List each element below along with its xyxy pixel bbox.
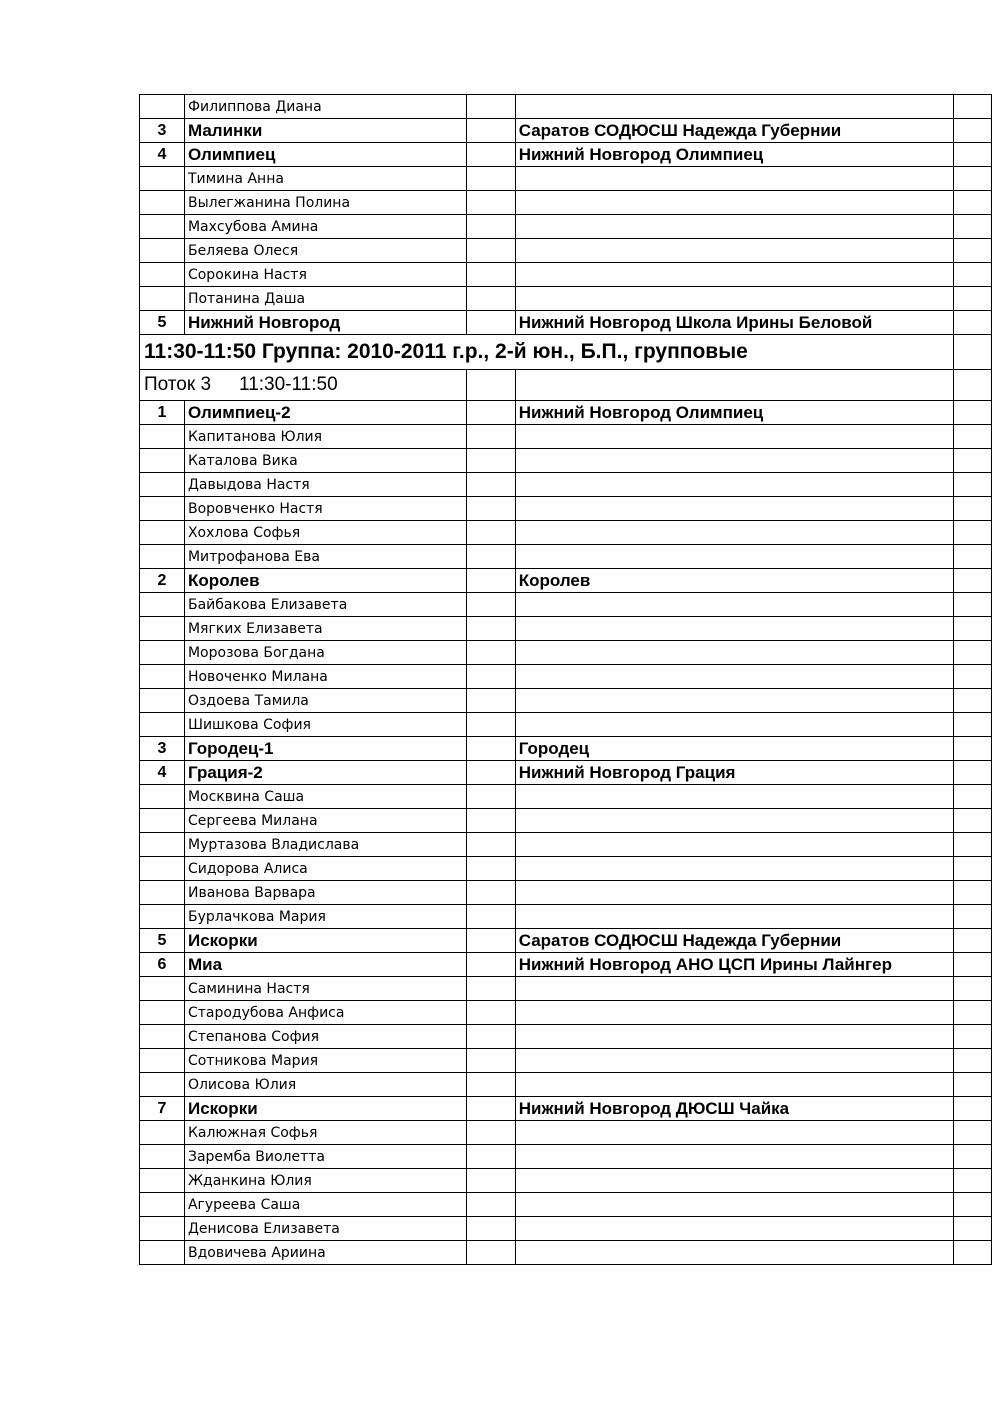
member-row [140,95,992,119]
cell-empty [954,370,992,401]
row-number: 5 [140,929,185,953]
member-row [140,449,992,473]
cell-empty [466,191,515,215]
cell-empty [466,497,515,521]
club-name [515,977,954,1001]
club-name [515,497,954,521]
flow-label: Поток 3 [144,374,212,395]
cell-empty [954,1217,992,1241]
row-number [140,881,185,905]
cell-empty [954,1025,992,1049]
cell-empty [954,977,992,1001]
cell-empty [954,287,992,311]
club-name [515,521,954,545]
cell-empty [954,1193,992,1217]
cell-empty [954,545,992,569]
athlete-name: Иванова Варвара [184,881,466,905]
cell-empty [954,641,992,665]
cell-empty [466,761,515,785]
cell-empty [466,809,515,833]
athlete-name: Махсубова Амина [184,215,466,239]
cell-empty [954,1049,992,1073]
member-row [140,215,992,239]
member-row [140,473,992,497]
cell-empty [954,737,992,761]
cell-empty [954,425,992,449]
club-name [515,1001,954,1025]
athlete-name: Хохлова Софья [184,521,466,545]
row-number: 7 [140,1097,185,1121]
cell-empty [954,473,992,497]
cell-empty [466,239,515,263]
cell-empty [954,809,992,833]
cell-empty [954,1169,992,1193]
group-section-header [140,335,992,401]
member-row [140,1049,992,1073]
cell-empty [954,953,992,977]
athlete-name: Капитанова Юлия [184,425,466,449]
team-row [140,737,992,761]
club-name [515,1145,954,1169]
athlete-name: Стародубова Анфиса [184,1001,466,1025]
cell-empty [466,521,515,545]
athlete-name: Байбакова Елизавета [184,593,466,617]
team-name: Нижний Новгород [184,311,466,335]
athlete-name: Вдовичева Ариина [184,1241,466,1265]
row-number: 3 [140,737,185,761]
row-number [140,1073,185,1097]
row-number: 5 [140,311,185,335]
member-row [140,1121,992,1145]
cell-empty [954,191,992,215]
team-name: Королев [184,569,466,593]
club-name [515,263,954,287]
cell-empty [954,521,992,545]
row-number: 2 [140,569,185,593]
cell-empty [466,167,515,191]
cell-empty [954,1145,992,1169]
member-row [140,1025,992,1049]
athlete-name: Калюжная Софья [184,1121,466,1145]
cell-empty [466,1049,515,1073]
athlete-name: Митрофанова Ева [184,545,466,569]
row-number [140,1025,185,1049]
row-number [140,425,185,449]
cell-empty [954,401,992,425]
club-name [515,905,954,929]
row-number [140,713,185,737]
team-name: Миа [184,953,466,977]
cell-empty [466,311,515,335]
team-row [140,311,992,335]
member-row [140,1145,992,1169]
club-name [515,809,954,833]
member-row [140,191,992,215]
athlete-name: Потанина Даша [184,287,466,311]
row-number [140,473,185,497]
athlete-name: Заремба Виолетта [184,1145,466,1169]
cell-empty [954,833,992,857]
club-name: Саратов СОДЮСШ Надежда Губернии [515,929,954,953]
cell-empty [466,785,515,809]
member-row [140,263,992,287]
row-number [140,521,185,545]
club-name [515,881,954,905]
athlete-name: Оздоева Тамила [184,689,466,713]
club-name [515,473,954,497]
flow-row [140,370,992,401]
athlete-name: Денисова Елизавета [184,1217,466,1241]
cell-empty [466,689,515,713]
club-name [515,425,954,449]
athlete-name: Каталова Вика [184,449,466,473]
row-number [140,1217,185,1241]
cell-empty [954,569,992,593]
cell-empty [954,1001,992,1025]
member-row [140,239,992,263]
cell-empty [466,1217,515,1241]
team-row [140,143,992,167]
member-row [140,881,992,905]
team-row [140,1097,992,1121]
group-header-row [140,335,992,370]
club-name [515,191,954,215]
member-row [140,857,992,881]
cell-empty [466,953,515,977]
cell-empty [466,119,515,143]
member-row [140,617,992,641]
cell-empty [466,1097,515,1121]
club-name [515,833,954,857]
cell-empty [466,857,515,881]
club-name [515,785,954,809]
team-name: Малинки [184,119,466,143]
athlete-name: Филиппова Диана [184,95,466,119]
cell-empty [954,593,992,617]
cell-empty [466,1145,515,1169]
cell-empty [466,263,515,287]
row-number: 6 [140,953,185,977]
cell-empty [954,761,992,785]
club-name [515,641,954,665]
cell-empty [466,545,515,569]
row-number [140,1169,185,1193]
cell-empty [954,857,992,881]
club-name: Нижний Новгород ДЮСШ Чайка [515,1097,954,1121]
athlete-name: Сидорова Алиса [184,857,466,881]
member-row [140,977,992,1001]
member-row [140,167,992,191]
group-title: 11:30-11:50 Группа: 2010-2011 г.р., 2-й юн., Б.П., групповые [140,335,954,370]
athlete-name: Саминина Настя [184,977,466,1001]
row-number [140,617,185,641]
row-number [140,1121,185,1145]
cell-empty [466,665,515,689]
club-name [515,1121,954,1145]
team-name: Городец-1 [184,737,466,761]
club-name [515,1217,954,1241]
cell-empty [466,287,515,311]
cell-empty [466,473,515,497]
athlete-name: Сергеева Милана [184,809,466,833]
athlete-name: Олисова Юлия [184,1073,466,1097]
cell-empty [466,1193,515,1217]
cell-empty [466,449,515,473]
row-number [140,263,185,287]
row-number: 1 [140,401,185,425]
row-number [140,785,185,809]
team-row [140,929,992,953]
start-list-bottom-section [140,401,992,1265]
cell-empty [954,1121,992,1145]
row-number [140,239,185,263]
row-number [140,1001,185,1025]
cell-empty [466,713,515,737]
row-number [140,905,185,929]
team-name: Олимпиец-2 [184,401,466,425]
member-row [140,425,992,449]
cell-empty [466,905,515,929]
member-row [140,665,992,689]
flow-time: 11:30-11:50 [239,374,338,395]
member-row [140,1193,992,1217]
athlete-name: Морозова Богдана [184,641,466,665]
cell-empty [466,401,515,425]
row-number: 3 [140,119,185,143]
row-number [140,857,185,881]
cell-empty [954,449,992,473]
row-number [140,191,185,215]
cell-empty [954,239,992,263]
cell-empty [466,977,515,1001]
club-name [515,545,954,569]
team-row [140,761,992,785]
club-name: Нижний Новгород Школа Ирины Беловой [515,311,954,335]
member-row [140,287,992,311]
athlete-name: Сотникова Мария [184,1049,466,1073]
row-number [140,167,185,191]
club-name [515,1193,954,1217]
cell-empty [466,1001,515,1025]
row-number [140,1193,185,1217]
cell-empty [954,665,992,689]
club-name [515,215,954,239]
row-number [140,641,185,665]
cell-empty [466,1241,515,1265]
club-name [515,1049,954,1073]
club-name [515,665,954,689]
cell-empty [466,641,515,665]
athlete-name: Сорокина Настя [184,263,466,287]
cell-empty [466,929,515,953]
cell-empty [954,497,992,521]
cell-empty [466,569,515,593]
cell-empty [466,95,515,119]
cell-empty [466,881,515,905]
athlete-name: Муртазова Владислава [184,833,466,857]
athlete-name: Вылегжанина Полина [184,191,466,215]
cell-empty [954,785,992,809]
club-name: Нижний Новгород Олимпиец [515,401,954,425]
member-row [140,1169,992,1193]
cell-empty [954,335,992,370]
member-row [140,545,992,569]
athlete-name: Бурлачкова Мария [184,905,466,929]
cell-empty [954,167,992,191]
cell-empty [466,1025,515,1049]
club-name: Саратов СОДЮСШ Надежда Губернии [515,119,954,143]
club-name: Городец [515,737,954,761]
team-name: Искорки [184,1097,466,1121]
cell-empty [466,370,515,401]
cell-empty [954,1097,992,1121]
member-row [140,1241,992,1265]
cell-empty [954,95,992,119]
row-number [140,1145,185,1169]
club-name: Нижний Новгород Олимпиец [515,143,954,167]
cell-empty [466,593,515,617]
club-name [515,95,954,119]
row-number [140,689,185,713]
cell-empty [515,370,954,401]
club-name [515,1241,954,1265]
row-number: 4 [140,761,185,785]
row-number [140,449,185,473]
cell-empty [466,1073,515,1097]
member-row [140,713,992,737]
athlete-name: Беляева Олеся [184,239,466,263]
team-name: Грация-2 [184,761,466,785]
athlete-name: Новоченко Милана [184,665,466,689]
row-number [140,977,185,1001]
row-number [140,287,185,311]
row-number [140,95,185,119]
row-number: 4 [140,143,185,167]
athlete-name: Москвина Саша [184,785,466,809]
cell-empty [954,1073,992,1097]
cell-empty [466,617,515,641]
cell-empty [466,833,515,857]
member-row [140,689,992,713]
athlete-name: Давыдова Настя [184,473,466,497]
club-name [515,713,954,737]
cell-empty [954,617,992,641]
member-row [140,785,992,809]
cell-empty [466,1169,515,1193]
cell-empty [466,1121,515,1145]
cell-empty [954,143,992,167]
athlete-name: Шишкова София [184,713,466,737]
member-row [140,833,992,857]
team-name: Искорки [184,929,466,953]
athlete-name: Агуреева Саша [184,1193,466,1217]
cell-empty [954,215,992,239]
club-name [515,287,954,311]
club-name [515,167,954,191]
start-list-table [139,94,992,1265]
member-row [140,905,992,929]
member-row [140,809,992,833]
cell-empty [466,143,515,167]
club-name [515,449,954,473]
member-row [140,1001,992,1025]
athlete-name: Тимина Анна [184,167,466,191]
athlete-name: Степанова София [184,1025,466,1049]
team-row [140,953,992,977]
cell-empty [954,263,992,287]
row-number [140,497,185,521]
cell-empty [954,881,992,905]
team-row [140,401,992,425]
club-name [515,689,954,713]
row-number [140,215,185,239]
member-row [140,1217,992,1241]
member-row [140,593,992,617]
start-list-top-section [140,95,992,335]
member-row [140,497,992,521]
athlete-name: Мягких Елизавета [184,617,466,641]
club-name: Королев [515,569,954,593]
row-number [140,1049,185,1073]
cell-empty [954,905,992,929]
team-row [140,119,992,143]
cell-empty [954,119,992,143]
row-number [140,1241,185,1265]
member-row [140,641,992,665]
cell-empty [954,1241,992,1265]
cell-empty [466,425,515,449]
flow-cell [140,370,467,401]
club-name [515,239,954,263]
team-row [140,569,992,593]
member-row [140,1073,992,1097]
cell-empty [954,311,992,335]
row-number [140,593,185,617]
club-name: Нижний Новгород АНО ЦСП Ирины Лайнгер [515,953,954,977]
cell-empty [954,689,992,713]
club-name [515,617,954,641]
club-name [515,1169,954,1193]
club-name [515,1025,954,1049]
club-name: Нижний Новгород Грация [515,761,954,785]
club-name [515,857,954,881]
cell-empty [954,929,992,953]
cell-empty [466,737,515,761]
row-number [140,809,185,833]
athlete-name: Воровченко Настя [184,497,466,521]
club-name [515,593,954,617]
club-name [515,1073,954,1097]
cell-empty [466,215,515,239]
team-name: Олимпиец [184,143,466,167]
row-number [140,833,185,857]
cell-empty [954,713,992,737]
athlete-name: Жданкина Юлия [184,1169,466,1193]
row-number [140,545,185,569]
member-row [140,521,992,545]
row-number [140,665,185,689]
